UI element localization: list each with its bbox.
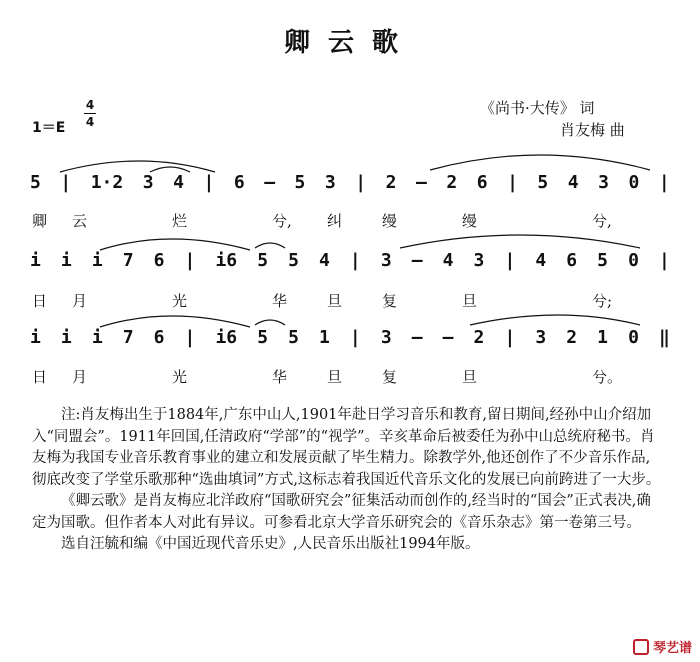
lyric-row-2	[32, 290, 652, 310]
lyric-syllable: 光	[172, 368, 188, 386]
score-note: 3	[598, 172, 609, 193]
score-note: i	[30, 250, 41, 271]
watermark-logo	[633, 637, 692, 656]
barline: ‖	[658, 327, 670, 348]
score-note: 3	[380, 327, 392, 348]
score-note: —	[411, 327, 423, 348]
score-note: i	[60, 327, 72, 348]
score-note: 1	[319, 327, 330, 348]
lyric-syllable: 华	[272, 368, 288, 386]
lyric-syllable: 卿	[32, 212, 48, 230]
score-row-1	[30, 172, 670, 193]
score-note: 5	[30, 172, 41, 193]
score-note: 4	[535, 250, 547, 271]
score-note: 2	[446, 172, 458, 193]
barline: |	[203, 172, 215, 193]
lyric-syllable: 复	[382, 292, 398, 310]
lyric-syllable: 兮;	[592, 292, 613, 310]
barline: |	[504, 327, 516, 348]
lyric-syllable: 日	[32, 368, 48, 386]
lyric-row-1	[32, 210, 652, 230]
score-row-2	[30, 250, 670, 271]
score-note: 3	[324, 172, 336, 193]
lyric-syllable: 旦	[327, 292, 343, 310]
score-note: i	[91, 327, 103, 348]
score-note: —	[415, 172, 427, 193]
barline: |	[658, 172, 670, 193]
barline: |	[349, 250, 361, 271]
barline: |	[349, 327, 361, 348]
watermark-text: 琴艺谱	[652, 641, 692, 656]
score-row-3	[30, 327, 670, 348]
time-signature-bottom: 4	[85, 115, 95, 129]
score-note: 6	[153, 250, 165, 271]
lyric-syllable: 旦	[327, 368, 343, 386]
lyric-syllable: 光	[172, 292, 188, 310]
barline: |	[355, 172, 367, 193]
barline: |	[60, 172, 72, 193]
lyric-syllable: 旦	[462, 292, 478, 310]
lyric-syllable: 日	[32, 292, 48, 310]
lyric-syllable: 云	[72, 212, 88, 230]
score-note: 6	[566, 250, 578, 271]
composer-credit: 肖友梅 曲	[560, 121, 625, 139]
annotation-note	[32, 405, 662, 556]
score-note: 5	[257, 250, 269, 271]
score-note: 2	[566, 327, 578, 348]
score-note: i	[30, 327, 41, 348]
lyric-syllable: 复	[382, 368, 398, 386]
barline: |	[507, 172, 518, 193]
barline: |	[184, 250, 196, 271]
lyric-syllable: 缦	[382, 212, 398, 230]
lyric-syllable: 烂	[172, 212, 188, 230]
lyric-syllable: 旦	[462, 368, 478, 386]
score-note: 4	[319, 250, 330, 271]
score-note: 5	[288, 250, 299, 271]
score-note: i6	[215, 250, 238, 271]
score-note: 3	[380, 250, 392, 271]
score-note: 0	[628, 250, 639, 271]
lyric-syllable: 月	[72, 368, 88, 386]
score-note: 3	[473, 250, 485, 271]
lyricist-credit: 《尚书·大传》 词	[480, 99, 595, 117]
score-note: 7	[122, 250, 134, 271]
key-signature: 1＝E	[32, 120, 66, 136]
lyric-syllable: 月	[72, 292, 88, 310]
note-paragraph-1: 注:肖友梅出生于1884年,广东中山人,1901年赴日学习音乐和教育,留日期间,经孙中山介绍加入“同盟会”。1911年回国,任清政府“学部”的“视学”。辛亥革命后被委任为孙中山总统府秘书。肖友梅为我国专业音乐教育事业的建立和发展贡献了毕生精力。除教学外,他还创作了不少音乐作品,彻底改变了学堂乐歌那种“选曲填词”方式,这标志着我国近代音乐文化的发展已向前跨进了一大步。	[32, 407, 661, 488]
score-note: 1·2	[90, 172, 124, 193]
score-note: 4	[173, 172, 184, 193]
lyric-syllable: 华	[272, 292, 288, 310]
barline: |	[504, 250, 516, 271]
lyric-row-3	[32, 366, 652, 386]
score-note: 6	[153, 327, 165, 348]
lyric-syllable: 缦	[462, 212, 478, 230]
lyric-syllable: 兮,	[592, 212, 612, 230]
score-note: 5	[597, 250, 608, 271]
barline: |	[658, 250, 670, 271]
score-note: 4	[442, 250, 454, 271]
time-signature-bar	[84, 113, 96, 114]
score-note: —	[411, 250, 423, 271]
time-signature	[84, 98, 96, 129]
score-note: 0	[628, 327, 639, 348]
score-note: —	[442, 327, 454, 348]
score-note: 5	[288, 327, 299, 348]
score-note: 5	[257, 327, 269, 348]
time-signature-top: 4	[85, 98, 95, 112]
page-title: 卿云歌	[283, 28, 416, 58]
score-note: i	[60, 250, 72, 271]
score-note: 1	[597, 327, 608, 348]
score-note: 5	[294, 172, 306, 193]
barline: |	[184, 327, 196, 348]
score-note: 6	[233, 172, 245, 193]
score-note: 4	[567, 172, 579, 193]
score-note: i	[91, 250, 103, 271]
score-note: i6	[215, 327, 238, 348]
score-note: 0	[628, 172, 640, 193]
watermark-icon	[633, 639, 649, 655]
score-note: 7	[122, 327, 134, 348]
score-note: 2	[473, 327, 485, 348]
score-note: —	[264, 172, 276, 193]
score-note: 3	[535, 327, 547, 348]
score-note: 6	[476, 172, 488, 193]
score-note: 2	[385, 172, 397, 193]
note-paragraph-2: 《卿云歌》是肖友梅应北洋政府“国歌研究会”征集活动而创作的,经当时的“国会”正式表决,确定为国歌。但作者本人对此有异议。可参看北京大学音乐研究会的《音乐杂志》第一卷第三号。	[32, 493, 651, 531]
score-note: 5	[537, 172, 549, 193]
note-paragraph-3: 选自汪毓和编《中国近现代音乐史》,人民音乐出版社1994年版。	[61, 536, 480, 552]
lyric-syllable: 兮,	[272, 212, 292, 230]
lyric-syllable: 兮。	[592, 368, 623, 386]
score-note: 3	[142, 172, 154, 193]
lyric-syllable: 纠	[327, 212, 343, 230]
